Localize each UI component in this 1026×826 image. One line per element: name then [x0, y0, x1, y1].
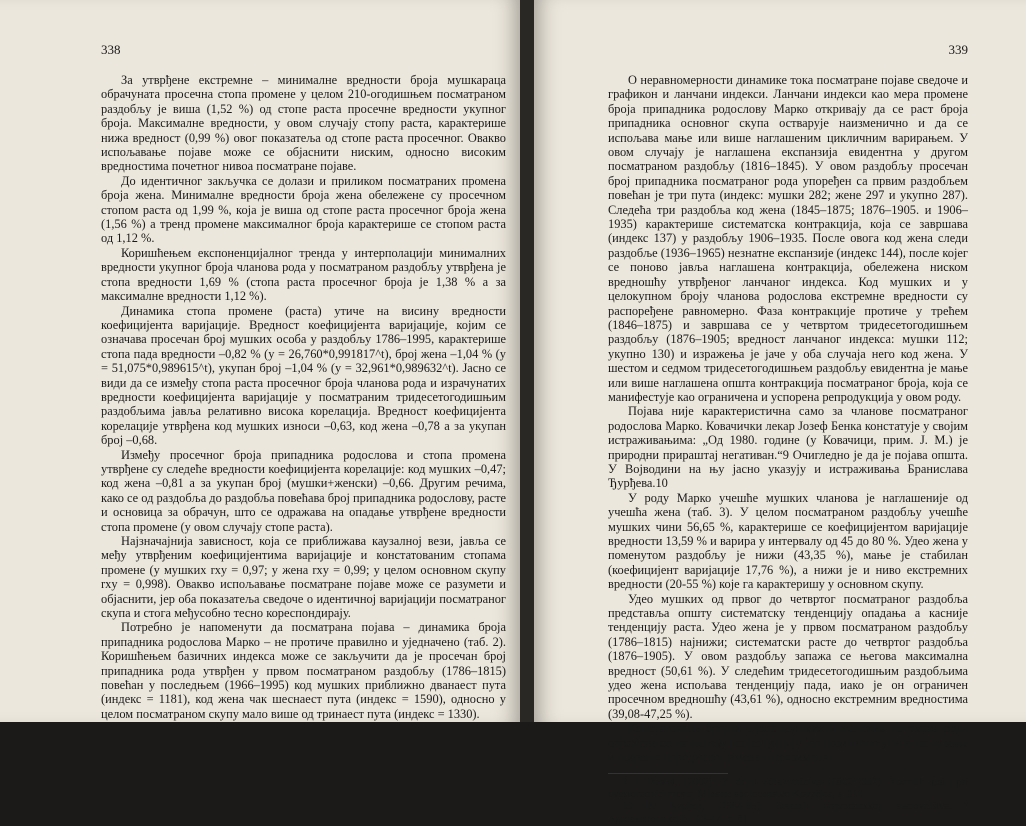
footnote: 10 B. Ђурђев, (1984-85): Stаrenje vojvođanskog stanovništva. / Agroekonomika, br. 13–14, с. 81. — [608, 801, 968, 826]
footnote-rule — [608, 773, 728, 774]
paragraph: Констатовани бројни однос мушких и женских потомака рода одражава се на његову репродукцију јер позитивно утиче на чување и ширење породичног имена – презимена. — [608, 721, 968, 764]
paragraph: Најзначајнија зависност, која се приближава каузалној вези, јавља се међу утврђеним коефицијентима варијације и констатованим стопама промене (у мушких rxy = 0,97; у жена rxy = 0,99; у целом основном скупу rxy = 0,998). Овакво испољавање посматране појаве може се разумети и објаснити, јер оба показатеља сведоче о идентичној варијацији посматраног скупа и стога међусобно тесно кореспондирају. — [101, 534, 506, 620]
left-page — [0, 0, 520, 722]
right-page — [534, 0, 1026, 722]
paragraph: Динамика стопа промене (раста) утиче на висину вредности коефицијента варијације. Вредност коефицијента варијације, којим се означава просечан број мушких особа у раздобљу 1786–1995, карактерише стопа пада вредности –0,82 % (y = 26,760*0,991817^t), број жена –1,04 % (y = 51,075*0,989615^t), укупан број –1,04 % (y = 32,961*0,989632^t). Јасно се види да се између стопа раста просечног броја чланова рода и израчунатих вредности коефицијента варијације у посматраним тридесетогодишњим раздобљима јавља релативно висока корелација. Вредност коефицијента корелације утврђена код мушких износи –0,63, код жена –0,78 а за укупан број –0,68. — [101, 304, 506, 448]
paragraph: Потребно је напоменути да посматрана појава – динамика броја припадника родослова Марко – не протиче правилно и уједначено (таб. 2). Коришћењем базичних индекса може се закључити да је просечан број припадника рода утврђен у првом посматраном раздобљу (1786–1815) повећан у последњем (1966–1995) код мушких приближно двaнаест пута (индекс = 1181), код жена чак шеснаест пута (индекс = 1590), односно у целом посматраном скупу мало више од тринаест пута (индекс = 1330). — [101, 620, 506, 721]
paragraph: За утврђене екстремне – минималне вредности броја мушкараца обрачуната просечна стопа промене у целом 210-огодишњем посматраном раздобљу је виша (1,52 %) од стопе раста просечне вредности укупног броја. Максималне вредности, у овом случају стопу раста, карактерише нижа вредност (0,99 %) овог показатеља од стопе раста просечног. Овакво испољавање појаве може се објаснити ниским, односно високим вредностима почетног нивоа посматране појаве. — [101, 73, 506, 174]
paragraph: У роду Марко учешће мушких чланова је наглашеније од учешћа жена (таб. 3). У целом посматраном раздобљу учешће мушких чини 56,65 %, карактерише се коефицијентом варијације вредности 13,59 % и варира у интервалу од 45 до 80 %. Удео жена у поменутом раздобљу је нижи (43,35 %), мање је стабилан (коефицијент варијације 17,76 %), а нижи је и ниво екстремних вредности (20-55 %) које га карактеришу у основном скупу. — [608, 491, 968, 592]
book-gutter — [520, 0, 534, 722]
footnote: 9 J. Benka, (2002): Z dejín zdravotníctva (1802-2002). Zborník prác pri dvestoročníci mesta. Miestne spoločenstvo Kovačica, s. 310. — [608, 777, 968, 802]
paragraph: До идентичног закључка се долази и приликом посматраних промена броја жена. Минималне вредности броја жена обележене су просечном стопом раста од 1,99 %, која је виша од стопе раста просечног броја жена (1,56 %) а тренд промене максималног броја карактерише се стопом раста од 1,12 %. — [101, 174, 506, 246]
paragraph: Појава није карактеристична само за чланове посматраног родослова Марко. Ковачички лекар Јозеф Бенка констатује у својим истраживањима: „Од 1980. године (у Ковачици, прим. J. M.) је природни прираштај негативан.“9 Очигледно је да је појава општа. У Војводини на њу јасно указују и истраживања Бранислава Ђурђева.10 — [608, 404, 968, 490]
paragraph: Удео мушких од првог до четвртог посматраног раздобља представља општу систематску тенденцију опадања а касније тенденцију раста. Удео жена је у првом посматраном раздобљу (1786–1815) најнижи; систематски расте до четвртог раздобља (1876–1905). У овом раздобљу запажа се његова максимална вредност (50,61 %). У следећим тридесетогодишњим раздобљима удео жена испољава тенденцију пада, иако је он ограничен просечном вредношћу (43,61 %), односно екстремним вредностима (39,08-47,25 %). — [608, 592, 968, 722]
paragraph: Коришћењем експоненцијалног тренда у интерполацији минималних вредности укупног броја чланова рода у посматраном раздобљу утврђена је стопа вредности 1,69 % (стопа раста просечног броја је 1,38 % а за максималне вредности 1,12 %). — [101, 246, 506, 304]
footnotes — [608, 773, 968, 826]
paragraph: Између просечног броја припадника родослова и стопа промена утврђене су следеће вредности коефицијента корелације: код мушких –0,47; код жена –0,81 а за укупан број (мушки+женски) –0,66. Другим речима, како се од раздобља до раздобља повећава број припадника родослову, расте и основица за обрачун, што се одражава на опадање утврђене вредности стопа промене (у овом случају стопе раста). — [101, 448, 506, 534]
page-number: 338 — [101, 42, 506, 58]
page-number: 339 — [608, 42, 968, 58]
paragraph: О неравномерности динамике тока посматране појаве сведоче и графикон и ланчани индекси. Ланчани индекси као мера промене броја припадника родослову Марко откривају да се раст броја припадника основног скупа остварује наизменично и да се испољава мање или више наглашеним цикличним варирањем. У овом случају је наглашена експанзија евидентна у другом посматраном раздобљу (1816–1845). У овом раздобљу просечан број припадника посматраног рода упоређен са првим раздобљем повећан је три пута (индекс: мушки 282; жене 297 и укупно 287). Следећа три раздобља код жена (1845–1875; 1876–1905. и 1906–1935) карактерише систематска контракција, која се завршава (индекс 137) у раздобљу 1906–1935. После овога код жена следи раздобље (1936–1965) незнатне експанзије (индекс 144), после којег се поново јавља наглашена контракција, обележена ниском вредношћу утврђеног ланчаног индекса. Код мушких и у целокупном броју чланова родослова екстремне вредности су распоређене равномерно. Фаза контракције протиче у трећем (1846–1875) и завршава се у четвртом тридесетогодишњем раздобљу (1876–1905; вредност ланчаног индекса: мушки 112; укупно 130) и изражења је јаче у оба случаја него код жена. У шестом и седмом тридесетогодишњем раздобљу евидентна је мање или више наглашена општа контракција посматраног броја, која се манифестује као ограничена и успорена репродукција у овом роду. — [608, 73, 968, 404]
